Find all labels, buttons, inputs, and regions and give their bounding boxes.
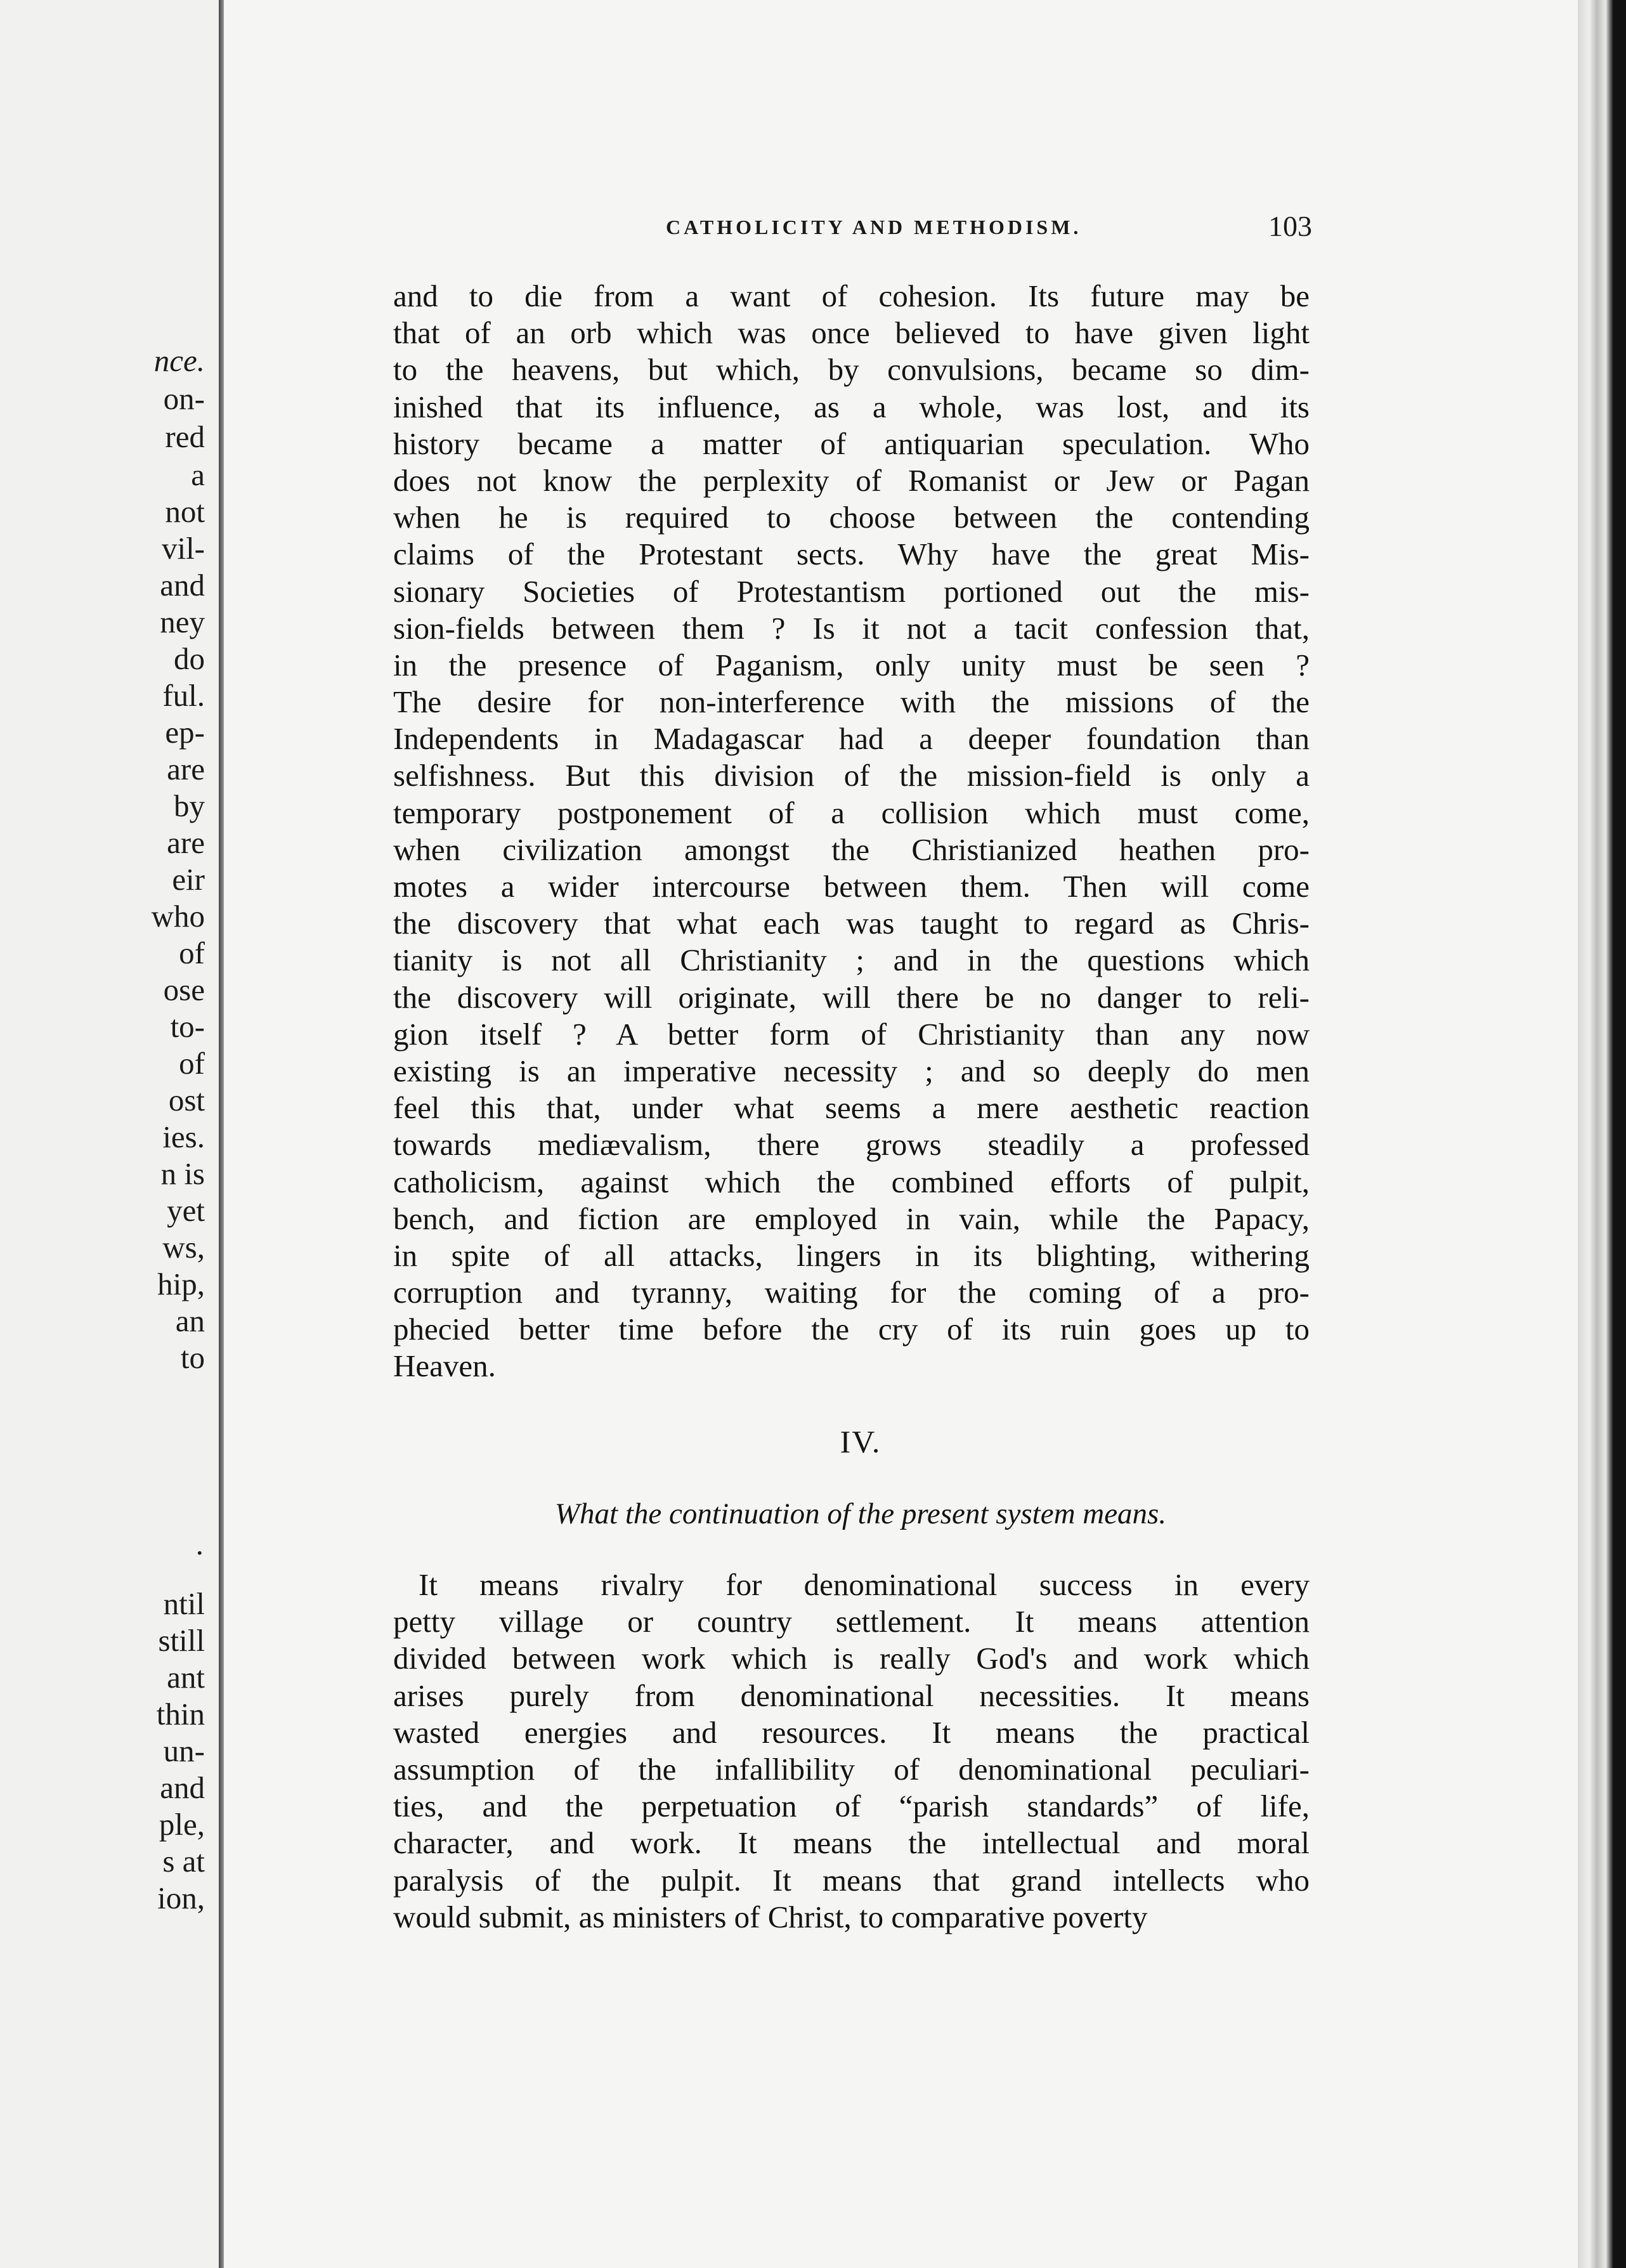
left-page-fragment: a <box>191 457 205 492</box>
left-page-fragment: are <box>167 825 205 860</box>
left-page-fragment: ney <box>160 604 205 639</box>
text-line: the discovery will originate, will there be no danger to reli- <box>393 979 1310 1015</box>
text-line: Heaven. <box>393 1348 496 1384</box>
text-line: character, and work. It means the intellectual and moral <box>393 1825 1310 1861</box>
page-edge <box>1578 0 1626 2268</box>
left-page-fragment: hip, <box>157 1267 205 1301</box>
text-line: would submit, as ministers of Christ, to comparative poverty <box>393 1899 1148 1934</box>
left-page-fragment: ies. <box>162 1119 205 1154</box>
text-line: arises purely from denominational necessities. It means <box>393 1678 1310 1713</box>
left-page-fragment: eir <box>172 862 205 897</box>
left-page-fragment: still <box>158 1623 205 1658</box>
text-line: paralysis of the pulpit. It means that grand intellects who <box>393 1862 1310 1898</box>
left-page-fragment: ple, <box>159 1807 205 1842</box>
text-line: sionary Societies of Protestantism portioned out the mis- <box>393 573 1310 609</box>
left-page-fragment: who <box>151 899 205 934</box>
section-number: IV. <box>840 1424 881 1459</box>
left-page-fragment: and <box>160 568 205 603</box>
text-line: does not know the perplexity of Romanist or Jew or Pagan <box>393 462 1310 498</box>
left-page-fragment: to- <box>170 1009 205 1044</box>
text-line: motes a wider intercourse between them. Then will come <box>393 869 1310 904</box>
text-line: to the heavens, but which, by convulsions, became so dim- <box>393 352 1310 388</box>
text-line: gion itself ? A better form of Christianity than any now <box>393 1016 1310 1052</box>
left-page-fragment: to <box>180 1340 205 1375</box>
text-line: petty village or country settlement. It means attention <box>393 1604 1310 1639</box>
text-line: in the presence of Paganism, only unity must be seen ? <box>393 647 1310 682</box>
text-line: The desire for non-interference with the missions of the <box>393 684 1310 720</box>
text-line: Independents in Madagascar had a deeper foundation than <box>393 721 1310 757</box>
left-page-fragment: of <box>179 935 205 970</box>
text-line: when he is required to choose between the contending <box>393 500 1310 535</box>
left-page-fragment: ful. <box>162 678 205 713</box>
left-page-fragment: red <box>165 419 205 454</box>
page-number: 103 <box>1268 210 1312 242</box>
left-page-fragment: s at <box>162 1844 205 1879</box>
left-page-fragment: ep- <box>165 715 205 750</box>
section-title: What the continuation of the present system means. <box>554 1497 1167 1530</box>
text-line: wasted energies and resources. It means the practical <box>393 1714 1310 1750</box>
running-head: CATHOLICITY AND METHODISM. <box>666 216 1082 238</box>
text-line: ties, and the perpetuation of “parish standards” of life, <box>393 1789 1310 1824</box>
left-page-fragment: n is <box>160 1156 205 1191</box>
left-page-fragment: on- <box>163 381 205 416</box>
left-page-fragment: an <box>175 1303 205 1338</box>
left-page-fragment: ntil <box>163 1586 205 1621</box>
left-page-fragment: yet <box>167 1193 205 1228</box>
left-page-fragment: by <box>174 788 205 823</box>
text-line: that of an orb which was once believed to have given light <box>393 315 1310 351</box>
text-line: feel this that, under what seems a mere aesthetic reaction <box>393 1090 1310 1126</box>
text-line: corruption and tyranny, waiting for the coming of a pro- <box>393 1275 1310 1310</box>
text-line: the discovery that what each was taught to regard as Chris- <box>393 906 1310 941</box>
text-line: and to die from a want of cohesion. Its future may be <box>393 278 1310 313</box>
text-line: existing is an imperative necessity ; and so deeply do men <box>393 1053 1310 1088</box>
text-line: sion-fields between them ? Is it not a tacit confession that, <box>393 610 1310 646</box>
text-line: phecied better time before the cry of its ruin goes up to <box>393 1312 1310 1347</box>
left-page-fragment: ant <box>167 1660 205 1695</box>
book-gutter <box>219 0 224 2268</box>
left-page-fragment: of <box>179 1046 205 1081</box>
text-line: inished that its influence, as a whole, was lost, and its <box>393 389 1310 424</box>
text-line: divided between work which is really God's and work which <box>393 1641 1310 1676</box>
text-line: when civilization amongst the Christianized heathen pro- <box>393 831 1310 867</box>
text-line: assumption of the infallibility of denominational peculiari- <box>393 1751 1310 1787</box>
left-page-fragment: ion, <box>157 1880 205 1915</box>
text-line: towards mediævalism, there grows steadily a professed <box>393 1127 1310 1163</box>
paragraph-section-four <box>393 1567 1310 1936</box>
text-line: claims of the Protestant sects. Why have the great Mis- <box>393 537 1310 572</box>
left-page-fragment: ose <box>163 972 205 1007</box>
left-page-fragment: are <box>167 752 205 786</box>
text-line: catholicism, against which the combined efforts of pulpit, <box>393 1164 1310 1199</box>
text-line: It means rivalry for denominational success in every <box>419 1567 1310 1602</box>
paragraph-continuation <box>393 278 1310 1385</box>
text-line: temporary postponement of a collision which must come, <box>393 795 1310 830</box>
text-line: tianity is not all Christianity ; and in the questions which <box>393 942 1310 978</box>
left-page-fragment: ost <box>168 1083 205 1118</box>
left-page-fragment: thin <box>156 1697 205 1731</box>
left-page-fragment: un- <box>163 1733 205 1768</box>
text-line: in spite of all attacks, lingers in its blighting, withering <box>393 1237 1310 1273</box>
left-page-fragment: and <box>160 1770 205 1805</box>
left-page-fragment: · <box>194 1535 205 1570</box>
left-page-fragment: do <box>174 641 205 676</box>
left-page-fragment: vil- <box>161 531 205 566</box>
text-line: history became a matter of antiquarian speculation. Who <box>393 426 1310 461</box>
left-page-fragment: nce. <box>153 343 205 378</box>
text-line: selfishness. But this division of the mission-field is only a <box>393 758 1310 793</box>
left-page <box>0 0 219 2268</box>
left-page-fragment: not <box>165 494 205 529</box>
left-page-fragment: ws, <box>162 1230 205 1265</box>
text-line: bench, and fiction are employed in vain, while the Papacy, <box>393 1201 1310 1236</box>
